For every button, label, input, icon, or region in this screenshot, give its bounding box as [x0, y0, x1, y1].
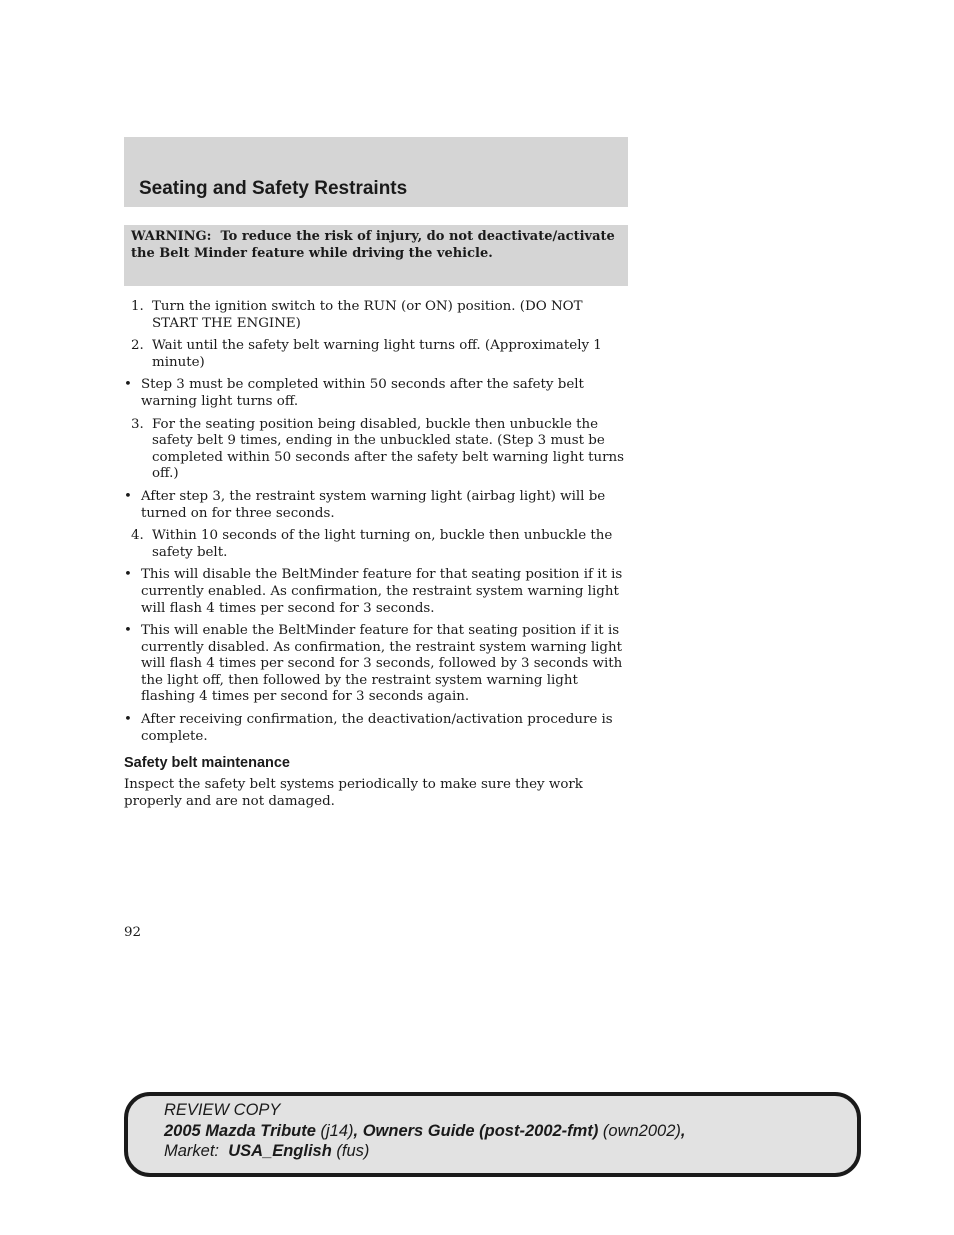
guide-code: (own2002) [602, 1121, 681, 1140]
note-text: After receiving confirmation, the deactivation/activation procedure is complete. [141, 712, 613, 744]
procedure-note [124, 567, 630, 617]
bullet-icon: • [124, 712, 132, 728]
market-label: Market: [164, 1142, 220, 1160]
review-copy-box [124, 1092, 861, 1177]
bullet-icon: • [124, 377, 132, 393]
procedure-step [124, 417, 630, 483]
bullet-icon: • [124, 623, 132, 639]
warning-label: WARNING: [131, 229, 212, 244]
trailing-comma: , [680, 1121, 686, 1140]
step-number: 2. [131, 338, 144, 354]
maintenance-paragraph: Inspect the safety belt systems periodically to make sure they work properly and are not damaged. [124, 777, 583, 809]
bullet-icon: • [124, 567, 132, 583]
procedure-step [124, 338, 630, 371]
procedure-note [124, 377, 630, 410]
maintenance-heading: Safety belt maintenance [124, 755, 290, 771]
procedure-list [124, 299, 630, 751]
note-text: Step 3 must be completed within 50 seconds after the safety belt warning light turns off. [141, 377, 584, 409]
bullet-icon: • [124, 488, 132, 504]
section-title: Seating and Safety Restraints [139, 178, 408, 199]
review-copy-text [164, 1100, 685, 1162]
review-copy-market-line [164, 1141, 685, 1162]
step-number: 3. [131, 416, 144, 432]
review-copy-label: REVIEW COPY [164, 1101, 281, 1119]
step-text: For the seating position being disabled, buckle then unbuckle the safety belt 9 times, ending in the unbuckled state. (Step 3 must be completed within 50 seconds after the safety belt warning light turns off.) [152, 416, 625, 482]
step-text: Wait until the safety belt warning light turns off. (Approximately 1 minute) [152, 338, 602, 370]
procedure-step [124, 299, 630, 332]
market-name: USA_English [228, 1142, 332, 1160]
note-text: This will disable the BeltMinder feature for that seating position if it is currently enabled. As confirmation, the restraint system warning light will flash 4 times per second for 3 seconds. [141, 567, 623, 616]
step-text: Turn the ignition switch to the RUN (or ON) position. (DO NOT START THE ENGINE) [152, 299, 583, 331]
step-text: Within 10 seconds of the light turning on, buckle then unbuckle the safety belt. [152, 528, 613, 560]
model-name: 2005 Mazda Tribute [164, 1121, 316, 1140]
guide-name: , Owners Guide (post-2002-fmt) [353, 1121, 599, 1140]
note-text: After step 3, the restraint system warning light (airbag light) will be turned on for three seconds. [141, 488, 606, 521]
note-text: This will enable the BeltMinder feature for that seating position if it is currently disabled. As confirmation, the restraint system warning light will flash 4 times per second for 3 seconds, followed by 3 seconds with the light off, then followed by the restraint system warning light flashing 4 times per second for 3 seconds again. [141, 623, 623, 705]
procedure-note [124, 623, 630, 706]
procedure-step [124, 528, 630, 561]
warning-message: To reduce the risk of injury, do not deactivate/activate the Belt Minder feature while driving the vehicle. [131, 229, 615, 261]
review-copy-model-line [164, 1121, 685, 1142]
warning-box [124, 225, 628, 286]
step-number: 4. [131, 528, 144, 544]
warning-text [131, 229, 621, 262]
market-code: (fus) [336, 1142, 370, 1160]
model-code: (j14) [320, 1121, 354, 1140]
procedure-note [124, 712, 630, 745]
page-number: 92 [124, 925, 142, 940]
procedure-note [124, 489, 630, 522]
step-number: 1. [131, 299, 144, 314]
